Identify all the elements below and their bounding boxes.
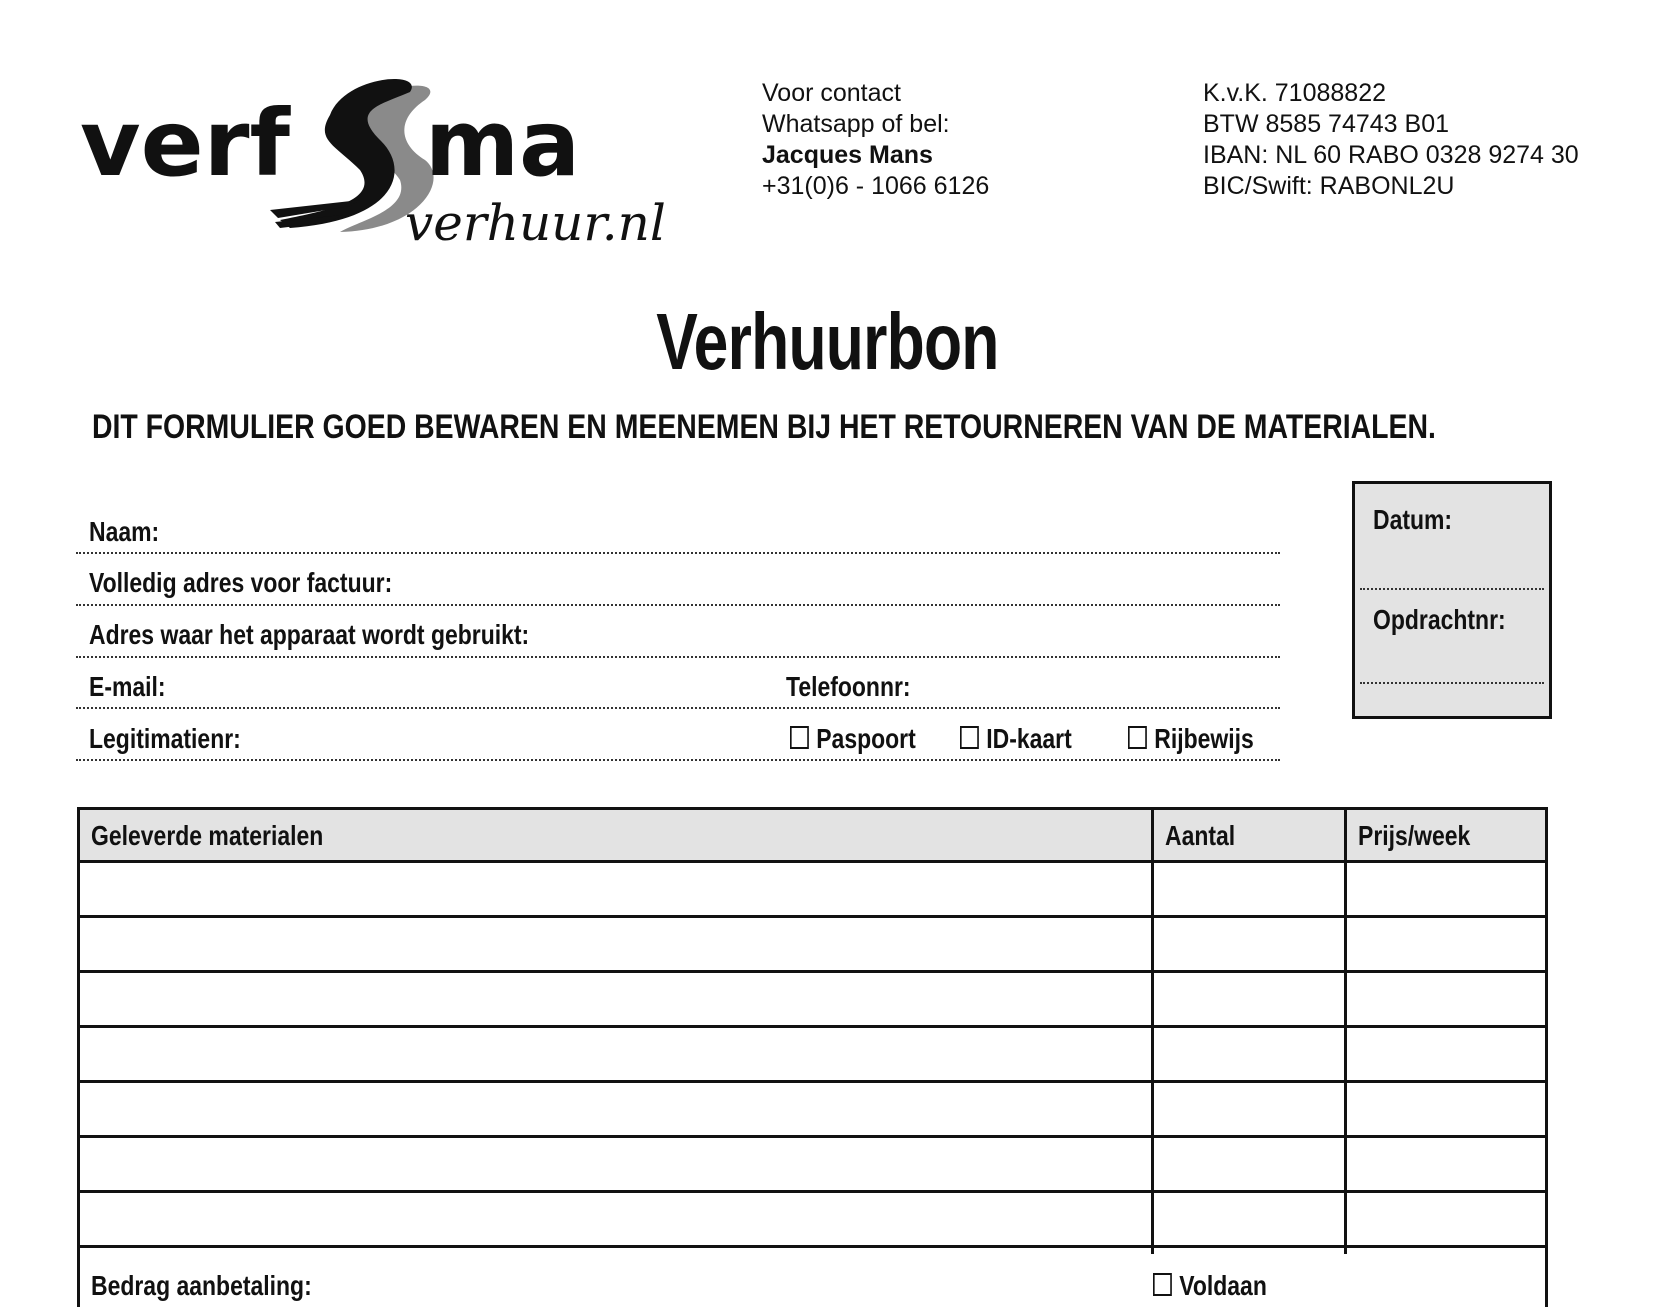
iban-number: IBAN: NL 60 RABO 0328 9274 30 [1203,141,1579,169]
checkbox-rijbewijs-label: Rijbewijs [1154,723,1254,754]
company-block [1203,78,1579,202]
bic-code: BIC/Swift: RABONL2U [1203,172,1455,200]
verfsma-logo [80,60,720,260]
email-label: E-mail: [89,671,166,702]
contact-name: Jacques Mans [762,141,933,169]
checkbox-icon[interactable] [1128,726,1147,749]
table-row[interactable] [80,918,1545,970]
document-title [0,296,1654,388]
contact-line: Whatsapp of bel: [762,110,950,138]
adres-factuur-field-line[interactable] [76,604,1280,606]
checkbox-id-kaart[interactable] [960,723,1072,755]
logo-main-right: ma [425,90,580,197]
checkbox-paspoort-label: Paspoort [816,723,916,754]
logo-subtext: verhuur.nl [405,194,666,252]
legitimatie-label: Legitimatienr: [89,723,241,754]
email-telefoon-field-line[interactable] [76,707,1280,709]
table-row[interactable] [80,1138,1545,1190]
adres-gebruik-label: Adres waar het apparaat wordt gebruikt: [89,619,530,650]
telefoon-label: Telefoonnr: [786,671,911,702]
checkbox-icon[interactable] [790,726,809,749]
naam-label: Naam: [89,516,160,547]
table-header [80,810,1545,863]
checkbox-paspoort[interactable] [790,723,916,755]
opdrachtnr-label: Opdrachtnr: [1373,604,1506,635]
table-row[interactable] [80,1193,1545,1245]
contact-phone: +31(0)6 - 1066 6126 [762,172,990,200]
legitimatie-field-line[interactable] [76,759,1280,761]
opdrachtnr-field-line[interactable] [1360,682,1544,684]
datum-field-line[interactable] [1360,588,1544,590]
contact-block [762,78,989,202]
checkbox-id-kaart-label: ID-kaart [986,723,1072,754]
date-order-box [1352,481,1552,719]
datum-label: Datum: [1373,504,1453,535]
header-materialen: Geleverde materialen [91,820,324,851]
checkbox-voldaan[interactable] [1153,1270,1267,1302]
checkbox-rijbewijs[interactable] [1128,723,1254,755]
checkbox-voldaan-label: Voldaan [1179,1270,1267,1301]
naam-field-line[interactable] [76,552,1280,554]
header-aantal: Aantal [1165,820,1236,851]
materials-table [77,807,1548,1307]
document-title-text: Verhuurbon [655,297,999,386]
logo-main-left: verf [80,90,291,197]
row-divider [80,1245,1545,1248]
table-row[interactable] [80,973,1545,1025]
adres-gebruik-field-line[interactable] [76,656,1280,658]
btw-number: BTW 8585 74743 B01 [1203,110,1449,138]
notice-text: DIT FORMULIER GOED BEWAREN EN MEENEMEN BIJ HET RETOURNEREN VAN DE MATERIALEN. [92,408,1436,446]
table-row[interactable] [80,1083,1545,1135]
table-row[interactable] [80,863,1545,915]
contact-line: Voor contact [762,79,901,107]
checkbox-icon[interactable] [960,726,979,749]
table-row[interactable] [80,1028,1545,1080]
adres-factuur-label: Volledig adres voor factuur: [89,567,393,598]
bedrag-aanbetaling-label: Bedrag aanbetaling: [91,1270,312,1301]
kvk-number: K.v.K. 71088822 [1203,79,1387,107]
header-prijs-week: Prijs/week [1358,820,1471,851]
